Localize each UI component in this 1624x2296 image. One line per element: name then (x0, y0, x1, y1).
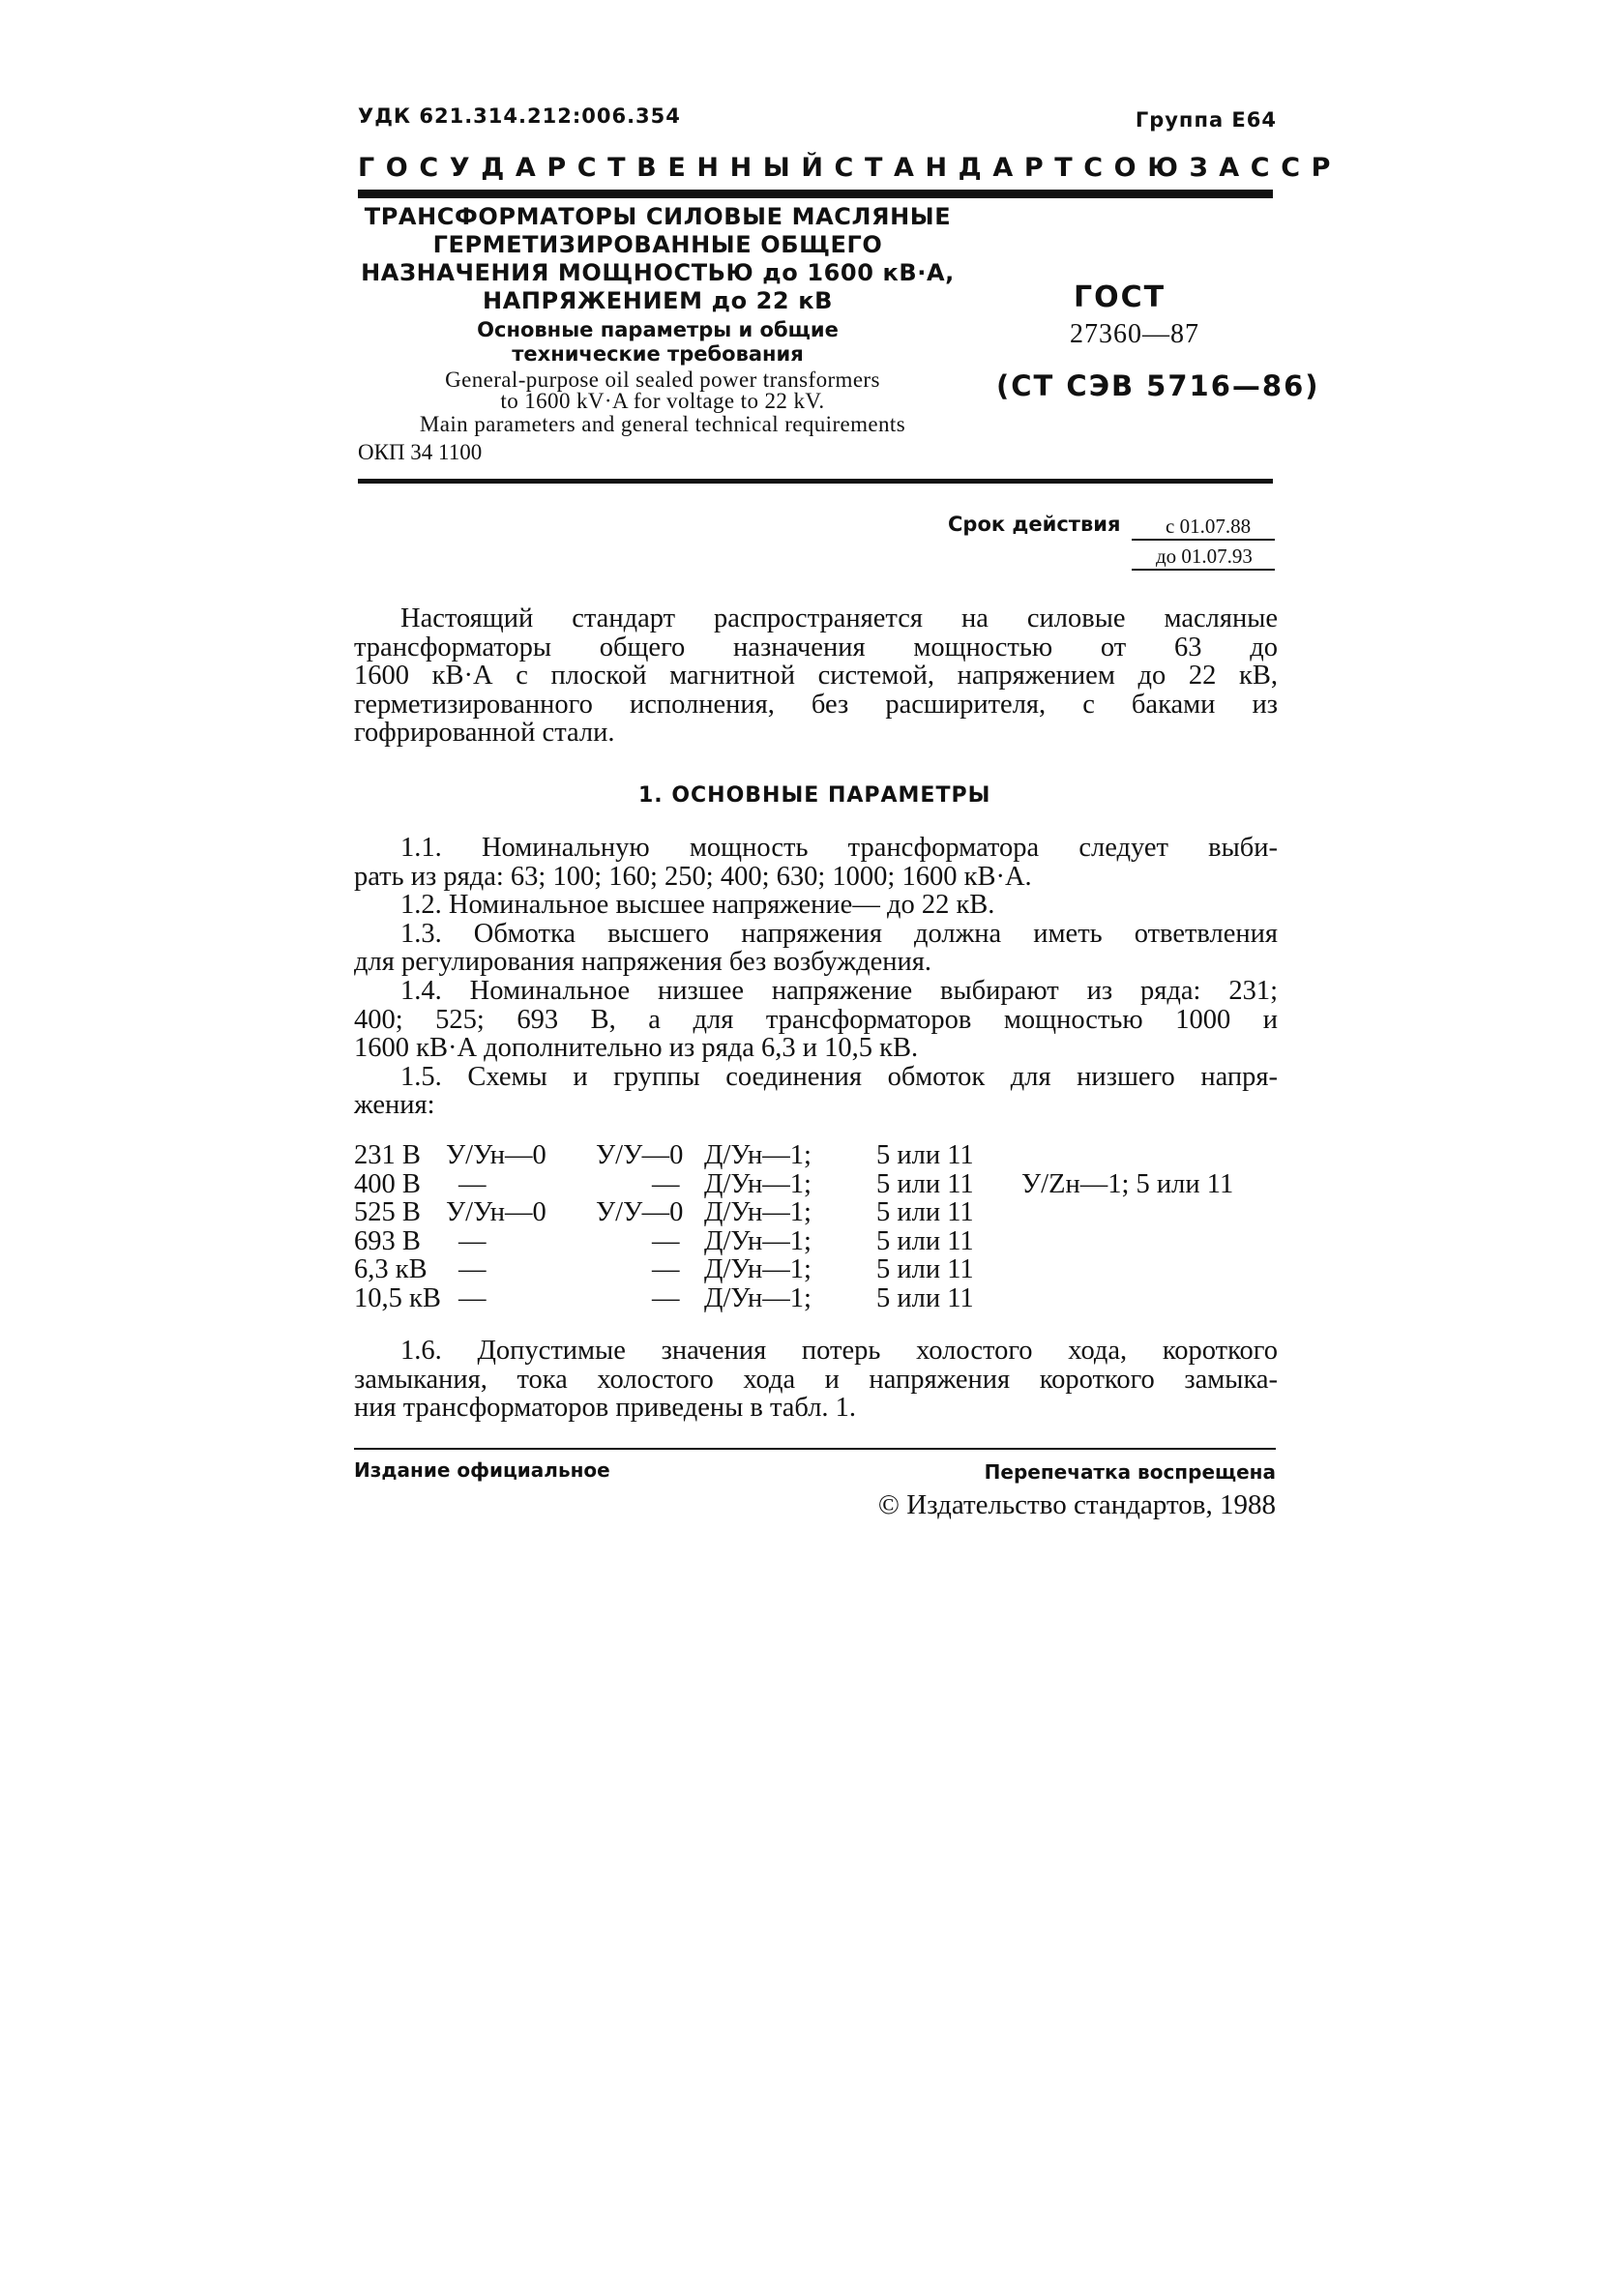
scheme-cell: — (458, 1282, 487, 1313)
text-line: рать из ряда: 63; 100; 160; 250; 400; 630; 1000; 1600 кВ·А. (354, 861, 1032, 892)
subtitle-line: Основные параметры и общие (477, 318, 839, 341)
table-row (354, 1227, 1283, 1256)
scheme-cell: Д/Ун—1; (704, 1168, 812, 1199)
text-line: 1.5. Схемы и группы соединения обмоток для низшего напря- (400, 1061, 1278, 1092)
group-cell: 5 или 11 (876, 1197, 974, 1228)
scheme-cell: Д/Ун—1; (704, 1254, 812, 1285)
text-line: 1.2. Номинальное высшее напряжение— до 22 кВ. (400, 890, 995, 921)
scheme-cell: У/Ун—0 (446, 1140, 546, 1170)
scheme-cell: У/У—0 (596, 1197, 684, 1228)
voltage-cell: 6,3 кВ (354, 1254, 428, 1285)
heading-word: СТАНДАРТ (834, 153, 1084, 183)
scheme-cell: — (652, 1168, 680, 1199)
english-title (358, 368, 967, 435)
title-block (358, 203, 958, 367)
voltage-cell: 693 В (354, 1225, 421, 1256)
okp-code: ОКП 34 1100 (358, 440, 483, 464)
scheme-cell: Д/Ун—1; (704, 1197, 812, 1228)
scheme-cell: — (652, 1282, 680, 1313)
intro-paragraph (354, 604, 1278, 748)
text-line: 1600 кВ·А с плоской магнитной системой, напряжением до 22 кВ, (354, 661, 1278, 692)
text-line: трансформаторы общего назначения мощностью от 63 до (354, 632, 1278, 662)
group-cell: 5 или 11 (876, 1140, 974, 1170)
english-line: to 1600 kV·A for voltage to 22 kV. (500, 389, 825, 413)
item-1-6 (354, 1337, 1278, 1423)
text-line: гофрированной стали. (354, 718, 615, 749)
st-sev-number: (СТ СЭВ 5716—86) (996, 369, 1320, 402)
title-line: НАЗНАЧЕНИЯ МОЩНОСТЬЮ до 1600 кВ·А, (361, 259, 955, 286)
validity-rule (1132, 569, 1275, 571)
gost-label: ГОСТ (1074, 280, 1166, 314)
scheme-cell: — (458, 1225, 487, 1256)
connection-scheme-table (354, 1141, 1283, 1313)
valid-to: до 01.07.93 (1156, 545, 1253, 568)
udk-code: УДК 621.314.212:006.354 (358, 104, 681, 128)
text-line: 1.4. Номинальное низшее напряжение выбирают из ряда: 231; (400, 975, 1278, 1006)
text-line: Настоящий стандарт распространяется на силовые масляные (400, 603, 1278, 633)
group-cell: 5 или 11 (876, 1254, 974, 1285)
section-items (354, 834, 1278, 1120)
scheme-cell: Д/Ун—1; (704, 1140, 812, 1170)
title-line: НАПРЯЖЕНИЕМ до 22 кВ (483, 287, 833, 314)
validity-rule (1132, 539, 1275, 541)
edition-note: Издание официальное (354, 1458, 610, 1482)
valid-from: с 01.07.88 (1166, 515, 1252, 538)
text-line: жения: (354, 1090, 435, 1121)
heading-word: ГОСУДАРСТВЕННЫЙ (358, 153, 835, 183)
header-rule (358, 190, 1273, 198)
table-row (354, 1198, 1283, 1227)
text-line: 1.3. Обмотка высшего напряжения должна иметь ответвления (400, 918, 1278, 949)
text-line: 1.1. Номинальную мощность трансформатора следует выби- (400, 833, 1278, 863)
voltage-cell: 525 В (354, 1197, 421, 1228)
title-line: ГЕРМЕТИЗИРОВАННЫЕ ОБЩЕГО (432, 231, 883, 258)
validity-label: Срок действия (948, 513, 1121, 536)
group-cell: 5 или 11 (876, 1225, 974, 1256)
footer-rule (354, 1448, 1276, 1450)
scheme-cell: Д/Ун—1; (704, 1282, 812, 1313)
gost-number: 27360—87 (1070, 319, 1199, 349)
title-line: ТРАНСФОРМАТОРЫ СИЛОВЫЕ МАСЛЯНЫЕ (364, 203, 952, 230)
table-row (354, 1141, 1283, 1170)
publisher-copyright: © Издательство стандартов, 1988 (877, 1489, 1276, 1520)
english-line: General-purpose oil sealed power transformers (445, 368, 880, 392)
text-line: 400; 525; 693 В, а для трансформаторов мощностью 1000 и (354, 1004, 1278, 1035)
scheme-cell: У/У—0 (596, 1140, 684, 1170)
heading-word: ССР (1250, 153, 1342, 183)
scheme-cell: У/Ун—0 (446, 1197, 546, 1228)
section-heading: 1. ОСНОВНЫЕ ПАРАМЕТРЫ (638, 783, 991, 808)
english-line: Main parameters and general technical requirements (419, 412, 906, 436)
table-row (354, 1255, 1283, 1284)
voltage-cell: 231 В (354, 1140, 421, 1170)
scheme-cell: — (458, 1168, 487, 1199)
heading-word: СОЮЗА (1083, 153, 1251, 183)
scheme-cell: — (652, 1254, 680, 1285)
text-line: 1.6. Допустимые значения потерь холостого хода, короткого (400, 1336, 1278, 1366)
group-cell: 5 или 11 (876, 1168, 974, 1199)
subtitle-line: технические требования (512, 342, 804, 366)
scheme-cell: — (652, 1225, 680, 1256)
table-row (354, 1170, 1283, 1199)
text-line: замыкания, тока холостого хода и напряжения короткого замыка- (354, 1364, 1278, 1395)
group-cell: 5 или 11 (876, 1282, 974, 1313)
scheme-cell: — (458, 1254, 487, 1285)
text-line: ния трансформаторов приведены в табл. 1. (354, 1393, 857, 1424)
table-row (354, 1284, 1283, 1313)
text-line: герметизированного исполнения, без расширителя, с баками из (354, 689, 1278, 720)
scheme-cell: Д/Ун—1; (704, 1225, 812, 1256)
voltage-cell: 10,5 кВ (354, 1282, 441, 1313)
state-standard-heading (358, 153, 1342, 183)
text-line: для регулирования напряжения без возбуждения. (354, 947, 931, 978)
voltage-cell: 400 В (354, 1168, 421, 1199)
reprint-note: Перепечатка воспрещена (984, 1460, 1276, 1484)
extra-cell: У/Zн—1; 5 или 11 (1021, 1168, 1234, 1199)
text-line: 1600 кВ·А дополнительно из ряда 6,3 и 10,5 кВ. (354, 1033, 919, 1064)
group-code: Группа Е64 (1135, 108, 1277, 132)
title-rule (358, 479, 1273, 484)
